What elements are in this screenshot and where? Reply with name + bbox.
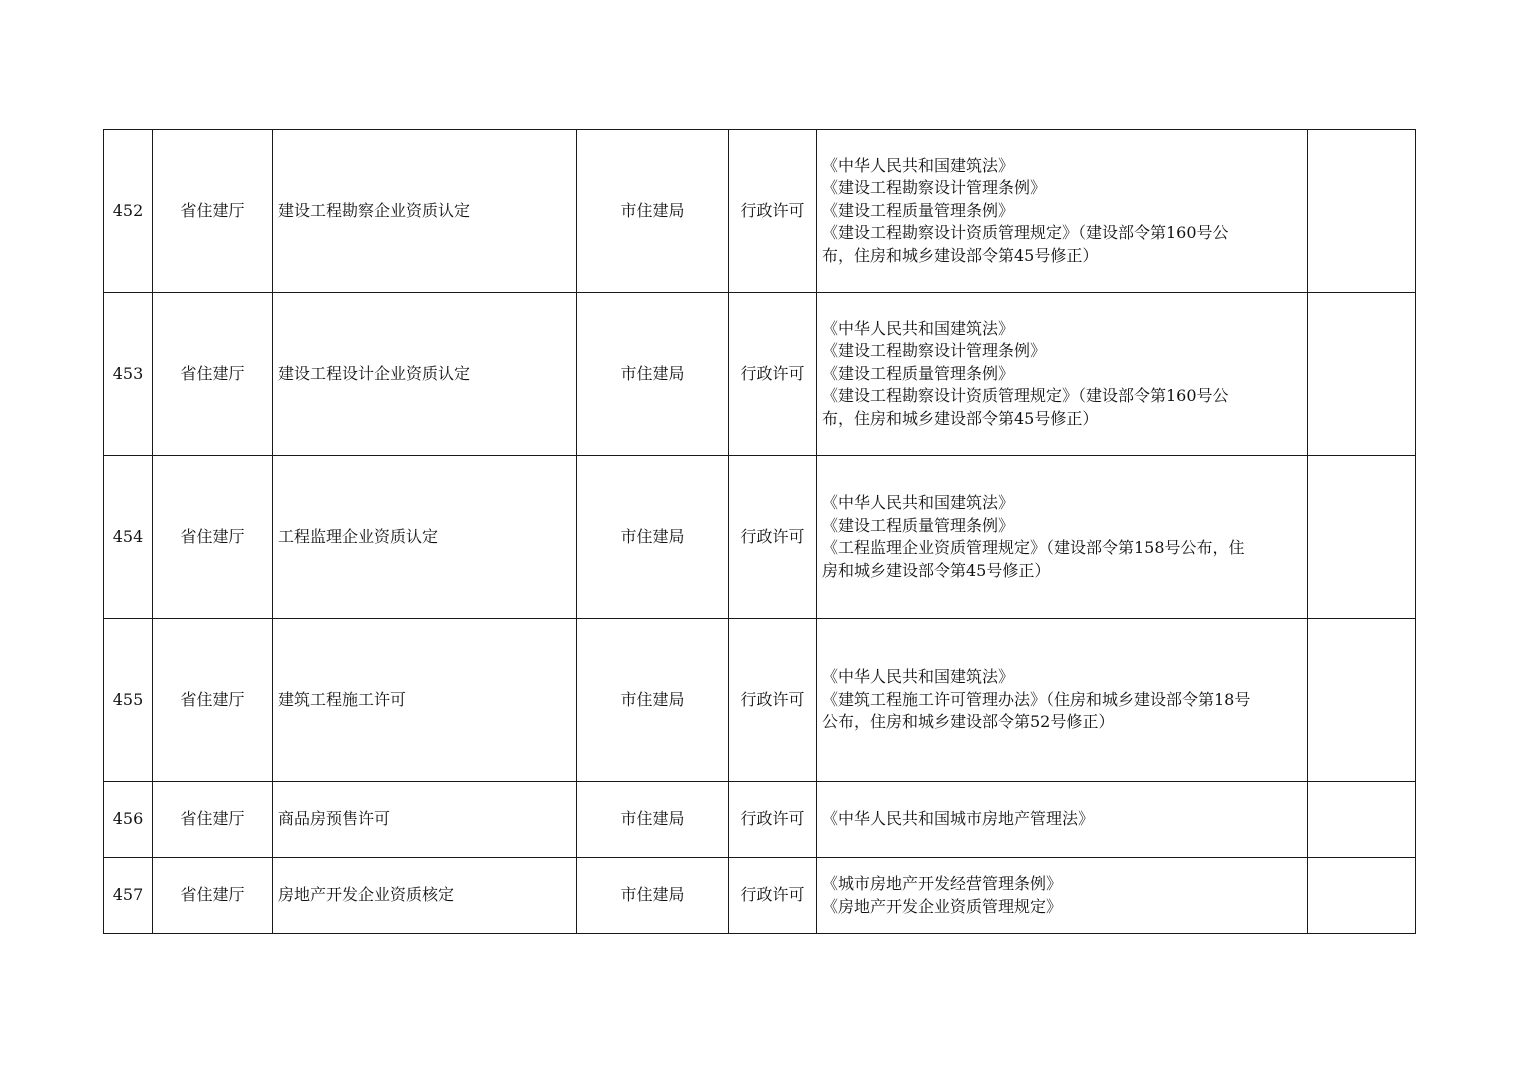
legal-basis-line: 公布，住房和城乡建设部令第52号修正）	[822, 712, 1115, 732]
legal-basis-line: 《建设工程勘察设计资质管理规定》（建设部令第160号公	[822, 386, 1229, 406]
legal-basis-line: 《中华人民共和国城市房地产管理法》	[822, 809, 1095, 829]
item-name-cell: 商品房预售许可	[273, 782, 577, 858]
permit-type-cell: 行政许可	[729, 456, 817, 619]
legal-basis-cell	[817, 858, 1308, 934]
table-row	[104, 456, 1416, 619]
legal-basis-line: 《中华人民共和国建筑法》	[822, 318, 1015, 338]
department-cell: 省住建厅	[153, 293, 273, 456]
legal-basis-line: 《工程监理企业资质管理规定》（建设部令第158号公布，住	[822, 538, 1245, 557]
department-cell: 省住建厅	[153, 858, 273, 934]
legal-basis-line: 《中华人民共和国建筑法》	[822, 493, 1015, 512]
legal-basis-line: 《房地产开发企业资质管理规定》	[822, 896, 1063, 916]
legal-basis-line: 《中华人民共和国建筑法》	[822, 667, 1015, 687]
implementer-cell: 市住建局	[577, 782, 729, 858]
implementer-cell: 市住建局	[577, 130, 729, 293]
department-cell: 省住建厅	[153, 456, 273, 619]
note-cell	[1308, 130, 1416, 293]
note-cell	[1308, 456, 1416, 619]
legal-basis-line: 布，住房和城乡建设部令第45号修正）	[822, 408, 1099, 428]
row-number: 453	[104, 293, 153, 456]
legal-basis-line: 布，住房和城乡建设部令第45号修正）	[822, 245, 1099, 265]
department-cell: 省住建厅	[153, 619, 273, 782]
permit-type-cell: 行政许可	[729, 858, 817, 934]
table-row	[104, 858, 1416, 934]
legal-basis-line: 《建设工程勘察设计资质管理规定》（建设部令第160号公	[822, 223, 1229, 243]
item-name-cell: 建设工程设计企业资质认定	[273, 293, 577, 456]
legal-basis-line: 《建设工程质量管理条例》	[822, 200, 1015, 220]
implementer-cell: 市住建局	[577, 293, 729, 456]
row-number: 454	[104, 456, 153, 619]
table-row	[104, 619, 1416, 782]
legal-basis-line: 《建设工程质量管理条例》	[822, 363, 1015, 383]
legal-basis-line: 《建设工程勘察设计管理条例》	[822, 178, 1047, 198]
table-row	[104, 782, 1416, 858]
legal-basis-cell	[817, 619, 1308, 782]
note-cell	[1308, 858, 1416, 934]
legal-basis-line: 《建筑工程施工许可管理办法》（住房和城乡建设部令第18号	[822, 689, 1251, 709]
department-cell: 省住建厅	[153, 782, 273, 858]
legal-basis-line: 《建设工程质量管理条例》	[822, 515, 1015, 535]
table-row	[104, 293, 1416, 456]
legal-basis-cell	[817, 782, 1308, 858]
permit-type-cell: 行政许可	[729, 130, 817, 293]
legal-basis-cell	[817, 293, 1308, 456]
row-number: 456	[104, 782, 153, 858]
item-name-cell: 建筑工程施工许可	[273, 619, 577, 782]
legal-basis-line: 《建设工程勘察设计管理条例》	[822, 341, 1047, 361]
item-name-cell: 房地产开发企业资质核定	[273, 858, 577, 934]
row-number: 452	[104, 130, 153, 293]
implementer-cell: 市住建局	[577, 858, 729, 934]
note-cell	[1308, 782, 1416, 858]
permit-type-cell: 行政许可	[729, 619, 817, 782]
row-number: 455	[104, 619, 153, 782]
permit-table	[103, 129, 1416, 934]
legal-basis-line: 《城市房地产开发经营管理条例》	[822, 874, 1063, 893]
permit-type-cell: 行政许可	[729, 293, 817, 456]
note-cell	[1308, 293, 1416, 456]
permit-type-cell: 行政许可	[729, 782, 817, 858]
item-name-cell: 建设工程勘察企业资质认定	[273, 130, 577, 293]
table-row	[104, 130, 1416, 293]
department-cell: 省住建厅	[153, 130, 273, 293]
implementer-cell: 市住建局	[577, 619, 729, 782]
legal-basis-cell	[817, 130, 1308, 293]
note-cell	[1308, 619, 1416, 782]
legal-basis-line: 房和城乡建设部令第45号修正）	[822, 560, 1051, 580]
implementer-cell: 市住建局	[577, 456, 729, 619]
legal-basis-line: 《中华人民共和国建筑法》	[822, 155, 1015, 175]
row-number: 457	[104, 858, 153, 934]
item-name-cell: 工程监理企业资质认定	[273, 456, 577, 619]
legal-basis-cell	[817, 456, 1308, 619]
